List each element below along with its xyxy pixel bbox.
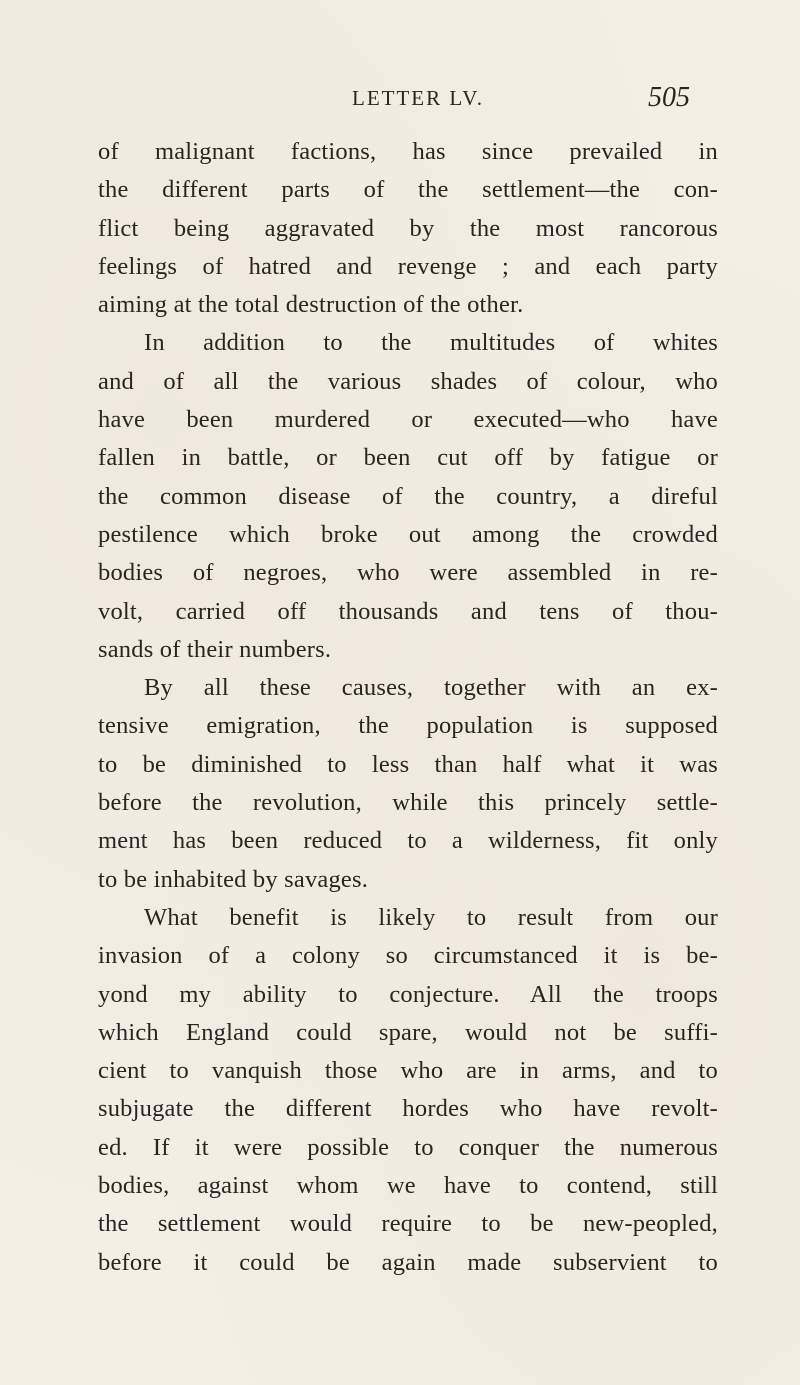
text-line: tensive emigration, the population is supposed — [98, 712, 718, 740]
text-line: fallen in battle, or been cut off by fatigue or — [98, 444, 718, 472]
text-line: What benefit is likely to result from our — [144, 903, 718, 931]
text-line: and of all the various shades of colour, who — [98, 367, 718, 395]
text-line: sands of their numbers. — [98, 635, 332, 663]
text-line: pestilence which broke out among the crowded — [98, 520, 718, 548]
text-line: yond my ability to conjecture. All the troops — [98, 980, 718, 1008]
text-line: which England could spare, would not be suffi- — [98, 1018, 718, 1046]
text-line: subjugate the different hordes who have revolt- — [98, 1095, 718, 1123]
text-line: have been murdered or executed—who have — [98, 406, 718, 434]
text-line: feelings of hatred and revenge ; and each party — [98, 252, 718, 280]
text-line: bodies, against whom we have to contend, still — [98, 1172, 718, 1200]
body-text — [98, 133, 718, 1282]
text-line: ed. If it were possible to conquer the numerous — [98, 1133, 718, 1161]
text-line: invasion of a colony so circumstanced it is be- — [98, 942, 718, 970]
text-line: In addition to the multitudes of whites — [144, 329, 718, 357]
text-line: of malignant factions, has since prevailed in — [98, 138, 718, 165]
page-header — [0, 82, 800, 126]
text-line: the common disease of the country, a direful — [98, 482, 718, 510]
text-line: before the revolution, while this princely settle- — [98, 789, 718, 817]
text-line: aiming at the total destruction of the other. — [98, 291, 524, 319]
running-title: LETTER LV. — [352, 86, 485, 110]
text-line: bodies of negroes, who were assembled in re- — [98, 559, 718, 587]
text-line: cient to vanquish those who are in arms, and to — [98, 1057, 718, 1085]
text-line: before it could be again made subservient to — [98, 1248, 718, 1276]
text-line: to be diminished to less than half what it was — [98, 750, 718, 778]
page-number: 505 — [648, 82, 690, 113]
text-line: ment has been reduced to a wilderness, fit only — [98, 827, 718, 855]
text-line: volt, carried off thousands and tens of thou- — [98, 597, 718, 625]
text-line: the settlement would require to be new-peopled, — [98, 1210, 718, 1238]
text-line: to be inhabited by savages. — [98, 865, 369, 893]
text-line: flict being aggravated by the most rancorous — [98, 214, 718, 242]
text-line: the different parts of the settlement—the con- — [98, 176, 718, 204]
text-line: By all these causes, together with an ex- — [144, 674, 718, 702]
